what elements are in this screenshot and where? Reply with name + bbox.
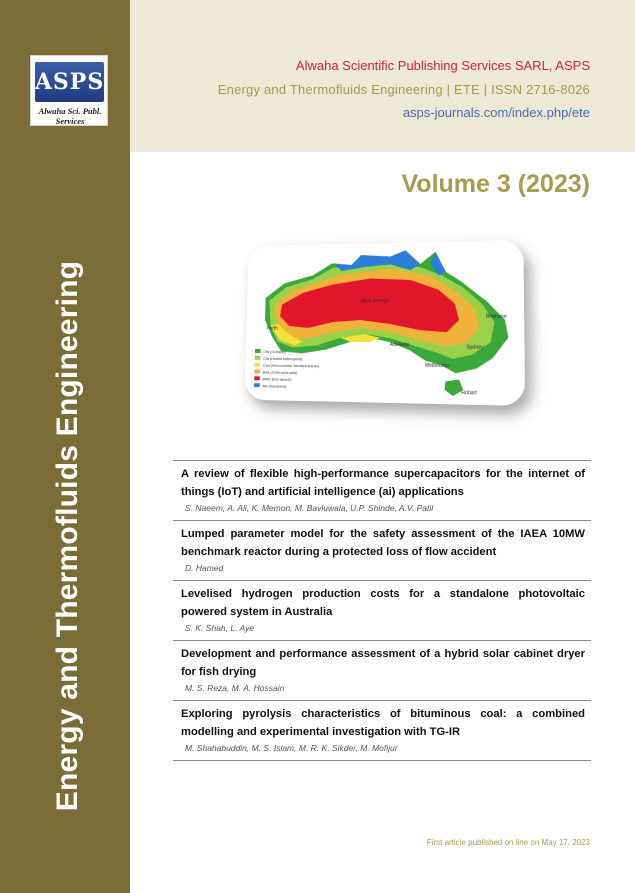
article-item[interactable] [173, 640, 591, 700]
legend-swatch [255, 356, 261, 360]
article-item[interactable] [173, 520, 591, 580]
logo-letters: ASPS [34, 69, 105, 95]
legend-label: BSk (Cold semi-arid) [262, 369, 298, 376]
volume-label: Volume 3 (2023) [401, 170, 590, 198]
header-band [130, 0, 635, 152]
city-label-brisbane: Brisbane [486, 314, 507, 321]
article-item[interactable] [173, 460, 591, 520]
australia-climate-map [244, 240, 525, 406]
article-item[interactable] [173, 700, 591, 761]
city-label-sydney: Sydney [466, 345, 484, 351]
article-title[interactable]: Levelised hydrogen production costs for a standalone photovoltaic powered system in Australia [181, 588, 585, 618]
city-label-perth: Perth [266, 326, 278, 332]
journal-issn-line: Energy and Thermofluids Engineering | ETE | ISSN 2716-8026 [217, 82, 590, 97]
legend-swatch [254, 369, 260, 373]
legend-label: Csa (Hot-summer Mediterranean) [262, 362, 320, 369]
legend-swatch [255, 349, 261, 353]
article-title[interactable]: A review of flexible high-performance supercapacitors for the internet of things (IoT) and artificial intelligence (ai) applications [181, 468, 585, 498]
publisher-name: Alwaha Scientific Publishing Services SARL, ASPS [295, 58, 590, 73]
logo-mark [35, 62, 104, 102]
sidebar [0, 0, 130, 893]
article-authors: S. Naeem, A. Ali, K. Memon, M. Bavluwala, U.P. Shinde, A.V. Patil [185, 503, 434, 513]
article-item[interactable] [173, 580, 591, 640]
article-list [173, 460, 591, 761]
legend-label: BWh (Hot desert) [262, 376, 292, 382]
article-title[interactable]: Development and performance assessment of a hybrid solar cabinet dryer for fish drying [181, 648, 585, 678]
journal-url[interactable]: asps-journals.com/index.php/ete [402, 105, 590, 120]
article-authors: D. Hamed [185, 563, 224, 573]
legend-label: Cfa (Humid subtropical) [263, 355, 303, 362]
journal-vertical-title: Energy and Thermofluids Engineering [51, 260, 84, 812]
article-title[interactable]: Exploring pyrolysis characteristics of bituminous coal: a combined modelling and experimental investigation with TG-IR [181, 708, 585, 738]
article-authors: S. K. Shah, L. Aye [185, 623, 255, 633]
legend-swatch [255, 363, 261, 367]
legend-label: Cfb (Oceanic) [263, 349, 287, 355]
city-label-adelaide: Adelaide [389, 342, 410, 349]
publication-footnote: First article published on line on May 17, 2023 [426, 838, 590, 847]
legend-label: Aw (Savanna) [262, 383, 286, 389]
city-label-melbourne: Melbourne [424, 363, 450, 370]
legend-swatch [254, 376, 260, 380]
article-authors: M. Shahabuddin, M. S. Islam, M. R. K. Sikder, M. Mofijur [185, 743, 398, 753]
article-authors: M. S. Reza, M. A. Hossain [185, 683, 285, 693]
city-label-alice-springs: Alice Springs [360, 298, 390, 305]
legend-swatch [254, 383, 260, 387]
article-title[interactable]: Lumped parameter model for the safety assessment of the IAEA 10MW benchmark reactor during a protected loss of flow accident [181, 528, 585, 558]
publisher-logo [30, 55, 108, 126]
logo-caption: Alwaha Sci. Publ. Services [38, 106, 102, 126]
climate-map-image [244, 240, 525, 406]
city-label-hobart: Hobart [461, 390, 477, 397]
